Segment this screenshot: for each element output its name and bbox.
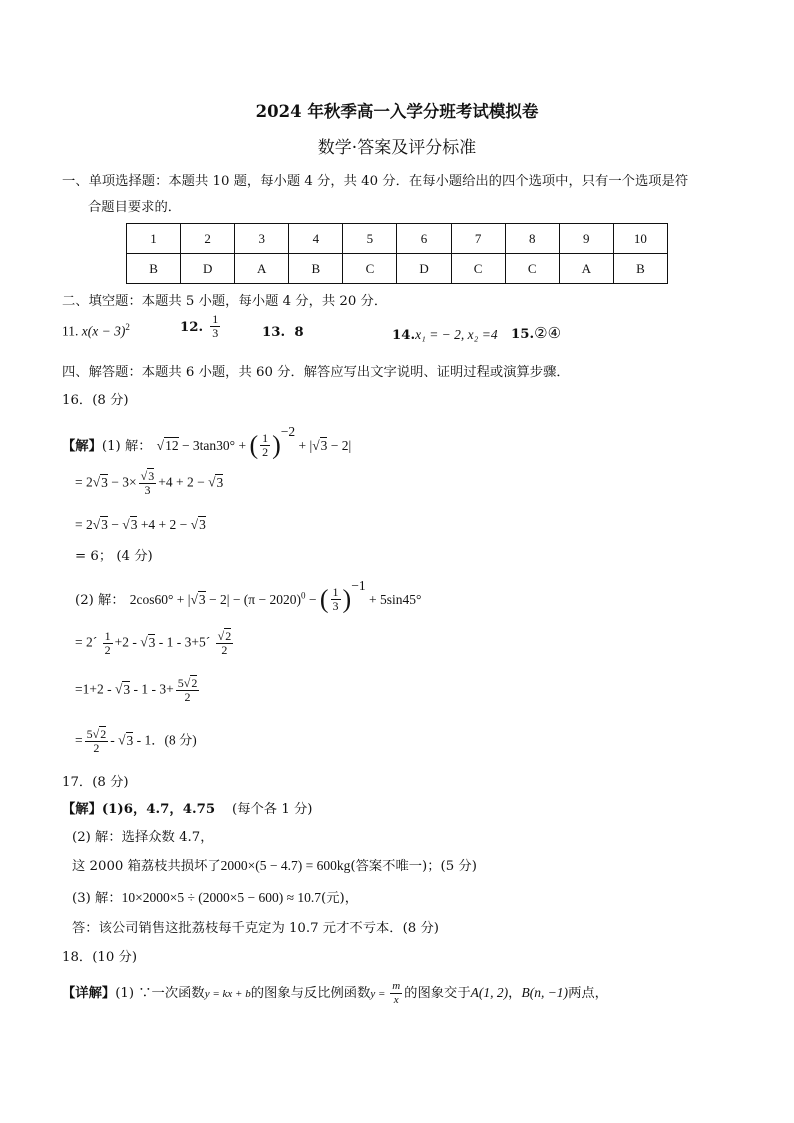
q16-part2-expression: (2) 解： $2\cos 60^\circ + |√3 - 2| - (\pi - 2020)^0$ − ( $\frac{1}{3}$ )$^{-1}$ + 5sin45°	[75, 578, 422, 614]
table-cell: 3	[235, 224, 289, 254]
q12-fraction	[210, 313, 220, 340]
exam-subtitle: 数学·答案及评分标准	[317, 138, 477, 158]
table-cell: B	[613, 254, 667, 284]
q18-text-b: 的图象与反比例函数	[250, 986, 371, 1001]
table-cell: B	[289, 254, 343, 284]
table-cell: 6	[397, 224, 451, 254]
q16-step2: = 2√3 − √3 +4 + 2 − √3	[75, 517, 206, 532]
q18-tag: 【详解】	[62, 986, 116, 1001]
q16-step4: =1+2 - √3 - 1 - 3+ $\frac{5√2}{2}$	[75, 676, 198, 704]
q15-label: 15.	[511, 327, 535, 342]
section1-heading: 一、单项选择题：本题共 10 题，每小题 4 分，共 40 分．在每小题给出的四个选项中，只有一个选项是符	[62, 174, 689, 189]
exam-title: 2024 年秋季高一入学分班考试模拟卷	[255, 102, 539, 121]
q16-part2-intro: (2) 解：	[75, 593, 125, 608]
q11-exponent: 2	[125, 322, 130, 332]
q12-numerator: 1	[212, 312, 219, 326]
q14	[392, 324, 498, 343]
q17-part1	[62, 798, 313, 817]
section2-heading: 二、填空题：本题共 5 小题，每小题 4 分，共 20 分．	[62, 294, 388, 309]
table-cell: C	[343, 254, 397, 284]
q17-part2a: (2) 解：选择众数 4.7，	[72, 830, 214, 845]
q12-denominator: 3	[212, 326, 219, 340]
q16-part1-result: = 6； (4 分)	[75, 549, 153, 564]
q17-part2b-math: 2000×(5 − 4.7) = 600kg	[220, 858, 351, 873]
q13	[262, 325, 304, 340]
q18-point-b: B(n, −1)	[521, 985, 569, 1000]
table-cell: D	[397, 254, 451, 284]
q17-part1-note: (每个各 1 分)	[232, 802, 313, 817]
q18-text-a: (1) ∵一次函数	[115, 986, 205, 1001]
q16-part2-score: ．(8 分)	[151, 732, 197, 748]
table-cell: 1	[127, 224, 181, 254]
q17-part3-math: 10×2000×5 ÷ (2000×5 − 600) ≈ 10.7	[121, 890, 322, 905]
table-cell: C	[451, 254, 505, 284]
q18-text-d: 两点，	[568, 986, 608, 1001]
answer-table	[126, 223, 668, 284]
q14-label: 14.	[392, 328, 416, 343]
q15	[511, 324, 561, 342]
q17-part2b-note: (答案不唯一)；(5 分)	[350, 859, 477, 874]
q11-label: 11.	[62, 323, 79, 339]
q16-label: 16．(8 分)	[62, 393, 129, 408]
q12-label: 12.	[180, 320, 204, 335]
q17-part1-answer: (1)6，4.7，4.75	[101, 802, 216, 817]
answer-table-answer-row	[127, 254, 668, 284]
table-cell: 9	[559, 224, 613, 254]
table-cell: B	[127, 254, 181, 284]
table-cell: D	[181, 254, 235, 284]
q16-part1-intro: (1) 解：	[101, 439, 152, 454]
q18-label: 18．(10 分)	[62, 950, 138, 965]
q18-point-a: A(1, 2)	[470, 985, 509, 1000]
q16-part1-expression: 【解】(1) 解： √12 − 3tan30° + ( $\frac{1}{2}$ )$^{-2}$ + |√3 − 2|	[62, 424, 352, 460]
table-cell: A	[235, 254, 289, 284]
q16-step5: = $\frac{5√2}{2}$ - √3 - 1．(8 分)	[75, 727, 197, 755]
q11	[62, 322, 130, 340]
table-cell: 7	[451, 224, 505, 254]
q17-tag: 【解】	[62, 802, 102, 817]
table-cell: C	[505, 254, 559, 284]
q17-part3b: 答：该公司销售这批荔枝每千克定为 10.7 元才不亏本．(8 分)	[72, 921, 439, 936]
q18-text-c: 的图象交于	[404, 986, 471, 1001]
q17-label: 17．(8 分)	[62, 775, 129, 790]
q17-part3-intro: (3) 解：	[72, 891, 122, 906]
table-cell: 2	[181, 224, 235, 254]
table-cell: 10	[613, 224, 667, 254]
section1-heading-cont: 合题目要求的．	[88, 200, 182, 215]
table-cell: A	[559, 254, 613, 284]
q18-linear-function: y = kx + b	[204, 988, 251, 1000]
q15-answer: ②④	[534, 324, 562, 342]
q17-part2b	[72, 855, 477, 874]
section4-heading: 四、解答题：本题共 6 小题，共 60 分．解答应写出文字说明、证明过程或演算步骤．	[62, 365, 570, 380]
q16-step1: = 2√3 − 3× $\frac{√3}{3}$ +4 + 2 − √3	[75, 469, 224, 497]
q17-part3a	[72, 887, 358, 906]
q16-tag: 【解】	[62, 439, 102, 454]
q13-label: 13.	[262, 325, 286, 340]
table-cell: 5	[343, 224, 397, 254]
table-cell: 8	[505, 224, 559, 254]
q16-step3: = 2´ $\frac{1}{2}$ +2 - √3 - 1 - 3+5´ $\frac{√2}{2}$	[75, 629, 232, 657]
q11-answer: x(x − 3)	[81, 323, 126, 339]
q18-part1: 【详解】(1) ∵一次函数y = kx + b的图象与反比例函数y = $\frac{m}{x}$ 的图象交于A(1, 2)，B(n, −1)两点，	[62, 980, 608, 1006]
answer-table-number-row	[127, 224, 668, 254]
q12	[180, 313, 222, 340]
q17-part2b-text: 这 2000 箱荔枝共损坏了	[72, 859, 221, 874]
table-cell: 4	[289, 224, 343, 254]
q13-answer: 8	[294, 325, 304, 340]
q14-answer: x₁ = − 2, x₂ =4	[415, 327, 498, 342]
q17-part3-unit: (元)，	[321, 891, 359, 906]
